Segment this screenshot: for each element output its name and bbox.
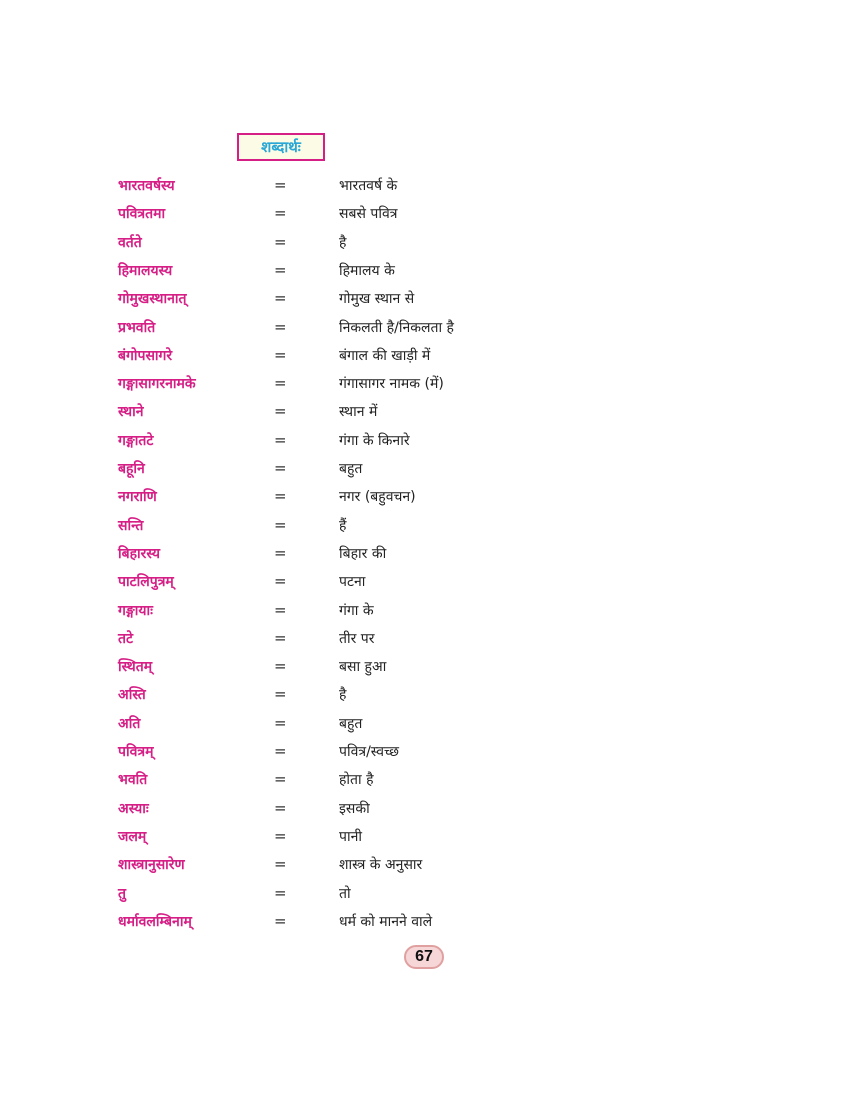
- equals-sign: =: [274, 204, 287, 223]
- sanskrit-term: तु: [118, 885, 126, 902]
- hindi-meaning: बहुत: [339, 715, 363, 732]
- sanskrit-term: गङ्गासागरनामके: [118, 376, 196, 393]
- glossary-row: [0, 770, 850, 798]
- glossary-row: [0, 487, 850, 515]
- glossary-row: [0, 204, 850, 232]
- sanskrit-term: अस्याः: [118, 800, 149, 817]
- sanskrit-term: गोमुखस्थानात्: [118, 291, 187, 308]
- sanskrit-term: शास्त्रानुसारेण: [118, 857, 185, 874]
- hindi-meaning: निकलती है/निकलता है: [339, 319, 454, 336]
- glossary-row: [0, 402, 850, 430]
- equals-sign: =: [274, 515, 287, 534]
- equals-sign: =: [274, 826, 287, 845]
- hindi-meaning: है: [339, 687, 347, 704]
- sanskrit-term: प्रभवति: [118, 319, 156, 336]
- sanskrit-term: पवित्रम्: [118, 744, 154, 760]
- hindi-meaning: पटना: [339, 574, 366, 591]
- glossary-row: [0, 685, 850, 713]
- equals-sign: =: [274, 883, 287, 902]
- sanskrit-term: गङ्गायाः: [118, 602, 153, 619]
- equals-sign: =: [274, 374, 287, 393]
- glossary-row: [0, 289, 850, 317]
- glossary-row: [0, 459, 850, 487]
- glossary-row: [0, 827, 850, 855]
- sanskrit-term: भवति: [118, 772, 148, 789]
- equals-sign: =: [274, 345, 287, 364]
- sanskrit-term: तटे: [118, 630, 134, 647]
- hindi-meaning: बिहार की: [339, 545, 387, 562]
- equals-sign: =: [274, 260, 287, 279]
- sanskrit-term: बहूनि: [118, 461, 145, 477]
- glossary-row: [0, 544, 850, 572]
- sanskrit-term: भारतवर्षस्य: [118, 178, 175, 194]
- hindi-meaning: सबसे पवित्र: [339, 206, 398, 223]
- sanskrit-term: पवित्रतमा: [118, 206, 166, 223]
- sanskrit-term: अति: [118, 715, 141, 732]
- hindi-meaning: नगर (बहुवचन): [339, 489, 416, 506]
- glossary-row: [0, 855, 850, 883]
- glossary-row: [0, 261, 850, 289]
- equals-sign: =: [274, 232, 287, 251]
- hindi-meaning: भारतवर्ष के: [339, 178, 398, 194]
- hindi-meaning: धर्म को मानने वाले: [339, 913, 433, 930]
- sanskrit-term: अस्ति: [118, 687, 146, 704]
- glossary-row: [0, 431, 850, 459]
- hindi-meaning: हैं: [339, 517, 347, 534]
- hindi-meaning: गंगासागर नामक (में): [339, 376, 444, 393]
- sanskrit-term: वर्तते: [118, 234, 142, 251]
- equals-sign: =: [274, 459, 287, 477]
- glossary-row: [0, 374, 850, 402]
- hindi-meaning: होता है: [339, 772, 374, 789]
- sanskrit-term: हिमालयस्य: [118, 262, 173, 279]
- sanskrit-term: धर्मावलम्बिनाम्: [118, 913, 192, 930]
- glossary-row: [0, 346, 850, 374]
- equals-sign: =: [274, 911, 287, 930]
- equals-sign: =: [274, 685, 287, 704]
- hindi-meaning: तो: [339, 885, 351, 902]
- glossary-row: [0, 233, 850, 261]
- hindi-meaning: बंगाल की खाड़ी में: [339, 347, 431, 364]
- sanskrit-term: स्थाने: [118, 404, 144, 421]
- glossary-row: [0, 629, 850, 657]
- equals-sign: =: [274, 713, 287, 732]
- glossary-row: [0, 742, 850, 770]
- hindi-meaning: है: [339, 234, 347, 251]
- glossary-row: [0, 516, 850, 544]
- sanskrit-term: बिहारस्य: [118, 545, 160, 562]
- glossary-row: [0, 176, 850, 204]
- page-number: 67: [404, 945, 444, 969]
- hindi-meaning: स्थान में: [339, 404, 378, 421]
- sanskrit-term: गङ्गातटे: [118, 432, 154, 449]
- equals-sign: =: [274, 543, 287, 562]
- sanskrit-term: जलम्: [118, 828, 147, 845]
- equals-sign: =: [274, 600, 287, 619]
- glossary-row: [0, 884, 850, 912]
- sanskrit-term: बंगोपसागरे: [118, 347, 173, 364]
- sanskrit-term: स्थितम्: [118, 659, 153, 676]
- glossary-row: [0, 318, 850, 346]
- sanskrit-term: सन्ति: [118, 517, 144, 534]
- equals-sign: =: [274, 742, 287, 760]
- hindi-meaning: गंगा के किनारे: [339, 432, 410, 449]
- glossary-row: [0, 601, 850, 629]
- hindi-meaning: इसकी: [339, 800, 370, 817]
- hindi-meaning: गोमुख स्थान से: [339, 291, 415, 308]
- equals-sign: =: [274, 798, 287, 817]
- hindi-meaning: तीर पर: [339, 630, 375, 647]
- glossary-row: [0, 714, 850, 742]
- equals-sign: =: [274, 855, 287, 874]
- glossary-row: [0, 572, 850, 600]
- hindi-meaning: गंगा के: [339, 602, 374, 619]
- hindi-meaning: शास्त्र के अनुसार: [339, 857, 423, 874]
- equals-sign: =: [274, 770, 287, 789]
- glossary-row: [0, 912, 850, 940]
- equals-sign: =: [274, 487, 287, 506]
- equals-sign: =: [274, 572, 287, 591]
- sanskrit-term: नगराणि: [118, 489, 157, 506]
- equals-sign: =: [274, 176, 287, 194]
- hindi-meaning: बसा हुआ: [339, 659, 387, 676]
- hindi-meaning: पानी: [339, 828, 362, 845]
- equals-sign: =: [274, 317, 287, 336]
- equals-sign: =: [274, 657, 287, 676]
- hindi-meaning: पवित्र/स्वच्छ: [339, 744, 400, 760]
- glossary-heading: शब्दार्थः: [237, 133, 325, 161]
- equals-sign: =: [274, 402, 287, 421]
- hindi-meaning: बहुत: [339, 461, 363, 477]
- sanskrit-term: पाटलिपुत्रम्: [118, 574, 174, 591]
- equals-sign: =: [274, 430, 287, 449]
- glossary-row: [0, 657, 850, 685]
- glossary-row: [0, 799, 850, 827]
- equals-sign: =: [274, 628, 287, 647]
- equals-sign: =: [274, 289, 287, 308]
- hindi-meaning: हिमालय के: [339, 262, 395, 279]
